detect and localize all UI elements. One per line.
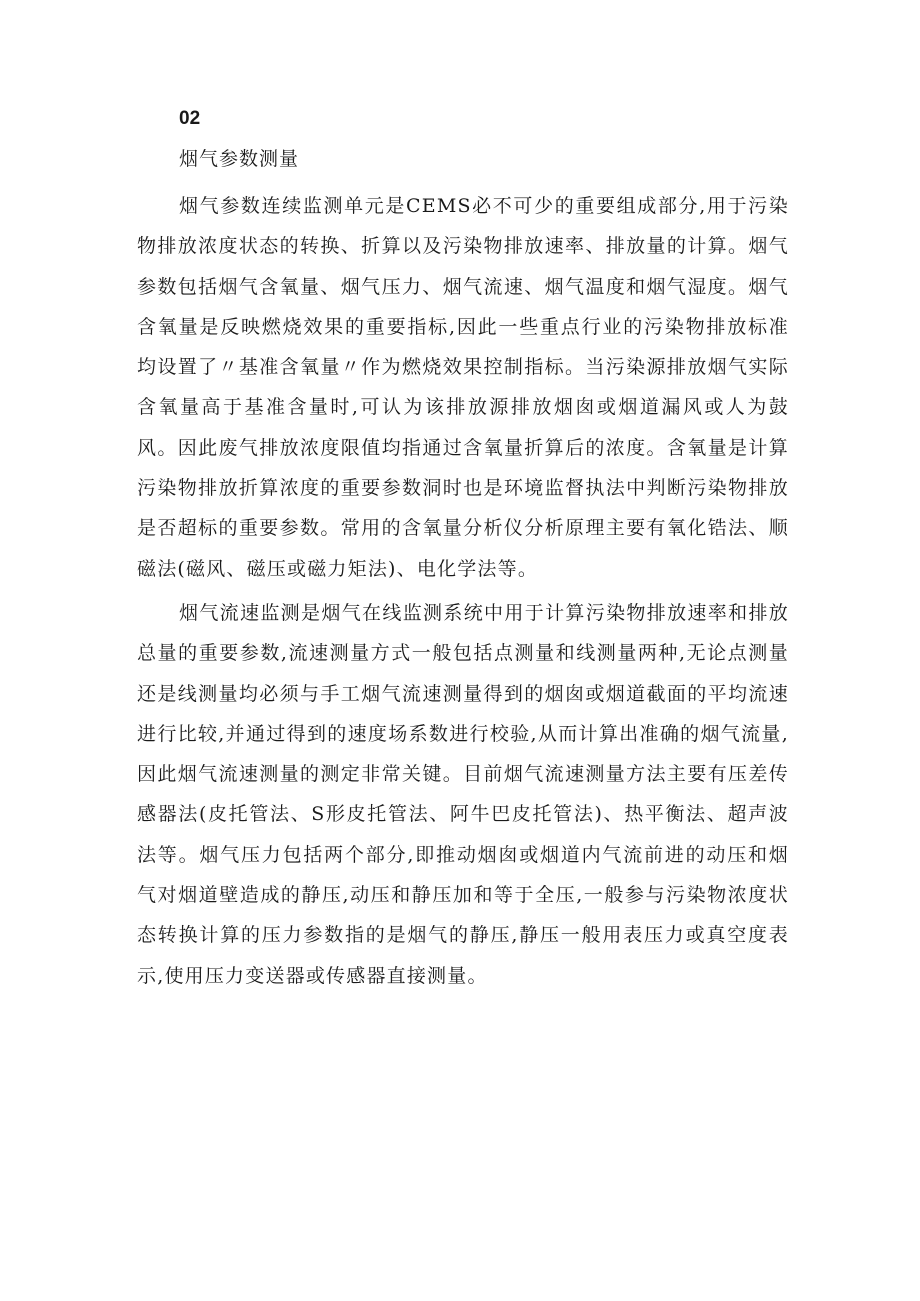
document-body: [137, 104, 789, 996]
paragraph-flue-gas-parameters: 烟气参数连续监测单元是CEMS必不可少的重要组成部分,用于污染物排放浓度状态的转换、折算以及污染物排放速率、排放量的计算。烟气参数包括烟气含氧量、烟气压力、烟气流速、烟气温度和烟气湿度。烟气含氧量是反映燃烧效果的重要指标,因此一些重点行业的污染物排放标准均设置了〃基准含氧量〃作为燃烧效果控制指标。当污染源排放烟气实际含氧量高于基准含量时,可认为该排放源排放烟囱或烟道漏风或人为鼓风。因此废气排放浓度限值均指通过含氧量折算后的浓度。含氧量是计算污染物排放折算浓度的重要参数洞时也是环境监督执法中判断污染物排放是否超标的重要参数。常用的含氧量分析仪分析原理主要有氧化锆法、顺磁法(磁风、磁压或磁力矩法)、电化学法等。: [137, 195, 789, 580]
paragraph-flue-gas-velocity: 烟气流速监测是烟气在线监测系统中用于计算污染物排放速率和排放总量的重要参数,流速测量方式一般包括点测量和线测量两种,无论点测量还是线测量均必须与手工烟气流速测量得到的烟囱或烟道截面的平均流速进行比较,并通过得到的速度场系数进行校验,从而计算出准确的烟气流量,因此烟气流速测量的测定非常关键。目前烟气流速测量方法主要有压差传感器法(皮托管法、S形皮托管法、阿牛巴皮托管法)、热平衡法、超声波法等。烟气压力包括两个部分,即推动烟囱或烟道内气流前进的动压和烟气对烟道壁造成的静压,动压和静压加和等于全压,一般参与污染物浓度状态转换计算的压力参数指的是烟气的静压,静压一般用表压力或真空度表示,使用压力变送器或传感器直接测量。: [137, 601, 789, 987]
section-title: 烟气参数测量: [179, 148, 300, 170]
section-number: 02: [179, 108, 201, 129]
